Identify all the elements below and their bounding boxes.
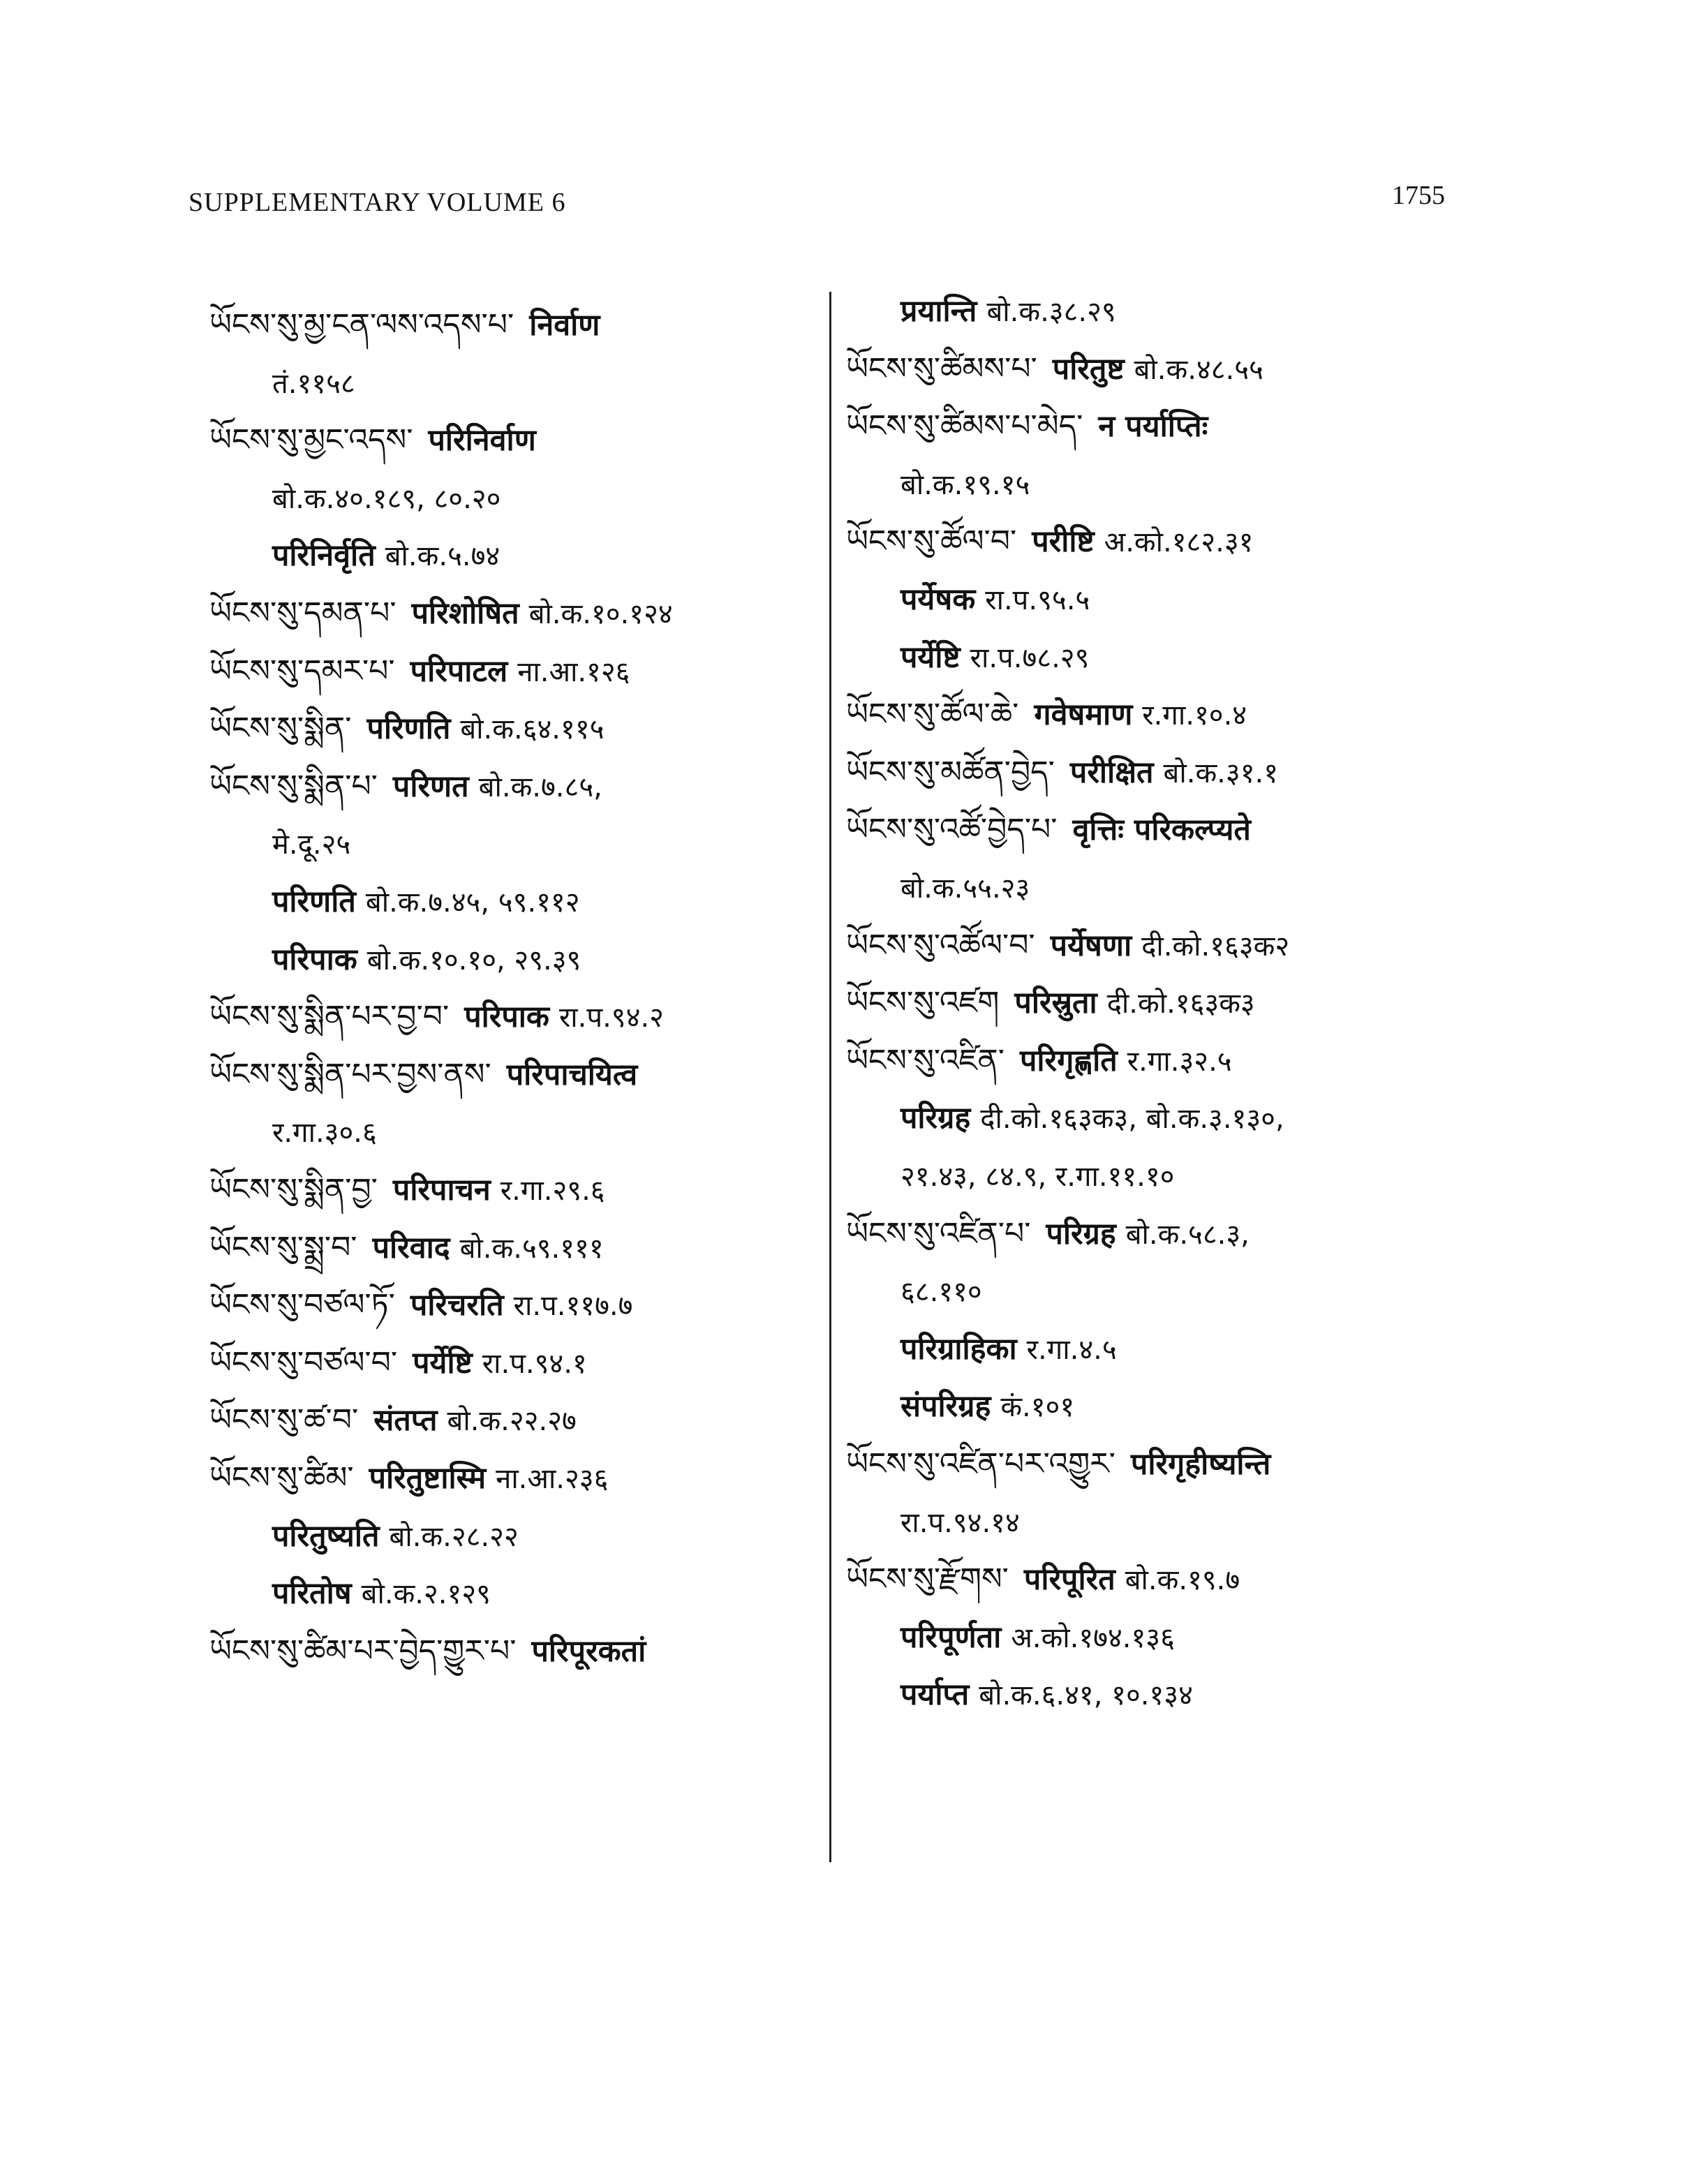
sanskrit-equivalent: परिणत bbox=[392, 769, 469, 804]
tibetan-headword: ཡོངས་སུ་འཛག bbox=[846, 985, 1000, 1020]
source-reference: रा.प.९४.२ bbox=[558, 1002, 664, 1034]
sanskrit-equivalent: परितुष्टास्मि bbox=[369, 1461, 487, 1496]
tibetan-headword: ཡོངས་སུ་སྨིན་པ་ bbox=[209, 768, 378, 804]
tibetan-headword: ཡོངས་སུ་འཛིན་པར་འགྱུར་ bbox=[846, 1446, 1115, 1482]
sanskrit-equivalent: परिपाटल bbox=[410, 654, 508, 689]
sanskrit-equivalent: परिनिर्वृति bbox=[272, 538, 376, 573]
source-reference: बो.क.२.१२९ bbox=[361, 1578, 491, 1610]
source-reference: मे.दू.२५ bbox=[272, 829, 351, 861]
sanskrit-equivalent: पर्येषक bbox=[900, 582, 976, 617]
source-reference: २१.४३, ८४.९, र.गा.११.१० bbox=[900, 1161, 1175, 1193]
sanskrit-equivalent: परितुष्यति bbox=[272, 1519, 380, 1554]
entry-line bbox=[209, 713, 604, 744]
sanskrit-equivalent: प्रयान्ति bbox=[900, 294, 977, 329]
source-reference: रा.प.११७.७ bbox=[513, 1290, 633, 1322]
entry-line bbox=[209, 1230, 604, 1265]
tibetan-headword: ཡོངས་སུ་བཙལ་བ་ bbox=[209, 1345, 398, 1381]
sanskrit-equivalent: न पर्याप्तिः bbox=[1098, 409, 1208, 444]
source-reference: बो.क.६.४१, १०.१३४ bbox=[979, 1679, 1193, 1711]
entry-line bbox=[846, 1043, 1232, 1078]
source-reference: कं.१०१ bbox=[1000, 1391, 1075, 1423]
sanskrit-equivalent: परिगृहीष्यन्ति bbox=[1130, 1447, 1271, 1482]
entry-line bbox=[900, 1103, 1284, 1134]
source-reference: बो.क.५८.३, bbox=[1125, 1219, 1250, 1251]
sanskrit-equivalent: पर्याप्त bbox=[900, 1677, 970, 1712]
tibetan-headword: ཡོངས་སུ་སྨིན་ bbox=[209, 711, 352, 746]
tibetan-headword: ཡོངས་སུ་ཚོལ་ཆེ་ bbox=[846, 697, 1019, 732]
sanskrit-equivalent: परिणति bbox=[272, 884, 356, 919]
source-reference: र.गा.२९.६ bbox=[500, 1175, 605, 1207]
sanskrit-equivalent: परीक्षित bbox=[1069, 755, 1154, 790]
sanskrit-equivalent: परिनिर्वाण bbox=[428, 423, 536, 458]
entry-line bbox=[846, 812, 1261, 847]
source-reference: ६८.११० bbox=[900, 1276, 982, 1308]
entry-line bbox=[900, 1334, 1117, 1365]
entry-line bbox=[272, 1117, 377, 1147]
source-reference: र.गा.१०.४ bbox=[1142, 699, 1247, 731]
sanskrit-equivalent: परिपूरकतां bbox=[531, 1634, 646, 1669]
tibetan-headword: ཡོངས་སུ་སྨྲ་བ་ bbox=[209, 1230, 357, 1265]
entry-line bbox=[209, 1057, 647, 1092]
sanskrit-equivalent: परितोष bbox=[272, 1576, 352, 1611]
source-reference: दी.को.१६३क२ bbox=[1141, 930, 1290, 963]
source-reference: ना.आ.२३६ bbox=[496, 1463, 609, 1495]
tibetan-headword: ཡོངས་སུ་ཚིམས་པ་མེད་ bbox=[846, 408, 1083, 444]
source-reference: र.गा.३२.५ bbox=[1127, 1046, 1232, 1078]
tibetan-headword: ཡོངས་སུ་འཚོ་བྱེད་པ་ bbox=[846, 812, 1058, 847]
entry-line bbox=[209, 999, 664, 1034]
tibetan-headword: ཡོངས་སུ་ཚ་བ་ bbox=[209, 1402, 359, 1438]
entry-line bbox=[846, 1216, 1250, 1251]
entry-line bbox=[900, 1161, 1174, 1191]
entry-line bbox=[900, 872, 1030, 903]
tibetan-headword: ཡོངས་སུ་འཚོལ་བ་ bbox=[846, 928, 1035, 963]
sanskrit-equivalent: परिपाचयित्व bbox=[506, 1057, 638, 1092]
sanskrit-equivalent: परिपाक bbox=[464, 1000, 549, 1034]
column-divider bbox=[829, 292, 831, 1862]
source-reference: बो.क.७.८५, bbox=[478, 771, 602, 803]
entry-line bbox=[209, 422, 546, 458]
source-reference: रा.प.९५.५ bbox=[985, 584, 1090, 616]
source-reference: बो.क.४८.५५ bbox=[1134, 354, 1263, 386]
entry-line bbox=[209, 768, 602, 804]
source-reference: बो.क.१०.१२४ bbox=[528, 598, 673, 630]
tibetan-headword: ཡོངས་སུ་མྱང་འདས་ bbox=[209, 422, 413, 458]
sanskrit-equivalent: संपरिग्रह bbox=[900, 1389, 991, 1424]
source-reference: बो.क.५९.१११ bbox=[459, 1233, 604, 1265]
sanskrit-equivalent: गवेषमाण bbox=[1034, 697, 1133, 732]
source-reference: बो.क.४०.१८९, ८०.२० bbox=[272, 483, 501, 515]
tibetan-headword: ཡོངས་སུ་ཚོལ་བ་ bbox=[846, 523, 1017, 559]
source-reference: बो.क.३१.१ bbox=[1163, 757, 1279, 789]
source-reference: ना.आ.१२६ bbox=[517, 656, 630, 688]
sanskrit-equivalent: परितुष्ट bbox=[1052, 352, 1125, 387]
tibetan-headword: ཡོངས་སུ་ཚིམས་པ་ bbox=[846, 351, 1037, 387]
tibetan-headword: ཡོངས་སུ་དམར་པ་ bbox=[209, 653, 395, 689]
entry-line bbox=[900, 642, 1089, 673]
entry-line bbox=[209, 1287, 633, 1323]
tibetan-headword: ཡོངས་སུ་འཛིན་པ་ bbox=[846, 1216, 1031, 1251]
entry-line bbox=[900, 1391, 1074, 1422]
entry-line bbox=[846, 1446, 1280, 1482]
entry-line bbox=[900, 1276, 982, 1307]
entry-line bbox=[900, 584, 1090, 615]
tibetan-headword: ཡོངས་སུ་མཚོན་བྱེད་ bbox=[846, 755, 1055, 790]
entry-line bbox=[846, 985, 1255, 1020]
source-reference: बो.क.३८.२९ bbox=[986, 296, 1116, 328]
sanskrit-equivalent: संतप्त bbox=[373, 1403, 438, 1438]
tibetan-headword: ཡོངས་སུ་སྨིན་བྱ་ bbox=[209, 1172, 378, 1208]
source-reference: बो.क.५.७४ bbox=[385, 540, 501, 572]
entry-line bbox=[846, 1561, 1240, 1597]
entry-line bbox=[209, 1633, 655, 1669]
tibetan-headword: ཡོངས་སུ་འཛིན་ bbox=[846, 1043, 1005, 1078]
sanskrit-equivalent: परिग्राहिका bbox=[900, 1332, 1017, 1367]
source-reference: बो.क.१०.१०, २९.३९ bbox=[366, 944, 581, 976]
source-reference: बो.क.६४.११५ bbox=[460, 713, 605, 745]
source-reference: र.गा.४.५ bbox=[1026, 1334, 1117, 1366]
entry-line bbox=[846, 523, 1254, 559]
tibetan-headword: ཡོངས་སུ་ཚིམ་པར་བྱེད་གྱུར་པ་ bbox=[209, 1633, 517, 1669]
source-reference: दी.को.१६३क३ bbox=[1106, 988, 1255, 1020]
entry-line bbox=[900, 296, 1116, 327]
running-head: SUPPLEMENTARY VOLUME 6 bbox=[188, 188, 566, 217]
source-reference: बो.क.५५.२३ bbox=[900, 872, 1030, 905]
entry-line bbox=[209, 1172, 605, 1208]
page-number: 1755 bbox=[1392, 181, 1445, 210]
source-reference: तं.११५८ bbox=[272, 368, 355, 400]
entry-line bbox=[846, 699, 1247, 730]
entry-line bbox=[209, 1345, 587, 1381]
sanskrit-equivalent: परिग्रह bbox=[900, 1101, 971, 1136]
source-reference: र.गा.३०.६ bbox=[272, 1117, 377, 1149]
sanskrit-equivalent: परिपाक bbox=[272, 942, 357, 977]
source-reference: दी.को.१६३क३, बो.क.३.१३०, bbox=[980, 1103, 1284, 1135]
source-reference: रा.प.९४.१४ bbox=[900, 1507, 1020, 1539]
source-reference: बो.क.१९.१५ bbox=[900, 469, 1030, 501]
sanskrit-equivalent: परिणति bbox=[366, 711, 451, 746]
sanskrit-equivalent: परिपाचन bbox=[392, 1173, 491, 1208]
tibetan-headword: ཡོངས་སུ་སྨིན་པར་བྱས་ནས་ bbox=[209, 1057, 491, 1092]
source-reference: अ.को.१८२.३१ bbox=[1104, 526, 1254, 558]
entry-line bbox=[209, 595, 673, 631]
sanskrit-equivalent: पर्येषणा bbox=[1050, 928, 1132, 963]
sanskrit-equivalent: पर्येष्टि bbox=[900, 640, 961, 675]
entry-line bbox=[272, 368, 355, 399]
sanskrit-equivalent: परिपूर्णता bbox=[900, 1620, 1002, 1655]
tibetan-headword: ཡོངས་སུ་རྫོགས་ bbox=[846, 1561, 1009, 1597]
entry-line bbox=[272, 829, 350, 859]
sanskrit-equivalent: परिस्रुता bbox=[1014, 986, 1097, 1020]
sanskrit-equivalent: परिचरति bbox=[410, 1288, 504, 1323]
source-reference: बो.क.२२.२७ bbox=[447, 1405, 577, 1437]
source-reference: बो.क.७.४५, ५९.११२ bbox=[365, 886, 580, 919]
source-reference: बो.क.२८.२२ bbox=[389, 1521, 519, 1553]
entry-line bbox=[209, 307, 609, 343]
sanskrit-equivalent: निर्वाण bbox=[529, 308, 600, 343]
entry-line bbox=[272, 886, 580, 917]
entry-line bbox=[846, 757, 1278, 788]
entry-line bbox=[846, 408, 1217, 444]
entry-line bbox=[900, 1622, 1175, 1653]
entry-line bbox=[900, 1507, 1020, 1538]
sanskrit-equivalent: परिवाद bbox=[372, 1231, 450, 1265]
tibetan-headword: ཡོངས་སུ་བཙལ་ཏོ་ bbox=[209, 1287, 395, 1323]
entry-line bbox=[272, 1521, 519, 1552]
source-reference: रा.प.९४.१ bbox=[482, 1348, 587, 1380]
tibetan-headword: ཡོངས་སུ་མྱ་ངན་ལས་འདས་པ་ bbox=[209, 307, 514, 343]
entry-line bbox=[900, 469, 1030, 500]
entry-line bbox=[846, 930, 1289, 961]
source-reference: बो.क.१९.७ bbox=[1125, 1564, 1240, 1596]
source-reference: रा.प.७८.२९ bbox=[970, 642, 1090, 674]
entry-line bbox=[209, 1402, 577, 1438]
sanskrit-equivalent: परिशोषित bbox=[411, 596, 519, 631]
tibetan-headword: ཡོངས་སུ་དམན་པ་ bbox=[209, 595, 396, 631]
entry-line bbox=[272, 483, 501, 514]
entry-line bbox=[209, 1460, 609, 1496]
entry-line bbox=[272, 540, 500, 571]
sanskrit-equivalent: परिगृह्णति bbox=[1020, 1043, 1118, 1078]
sanskrit-equivalent: परिपूरित bbox=[1023, 1562, 1115, 1597]
entry-line bbox=[272, 1578, 491, 1609]
entry-line bbox=[900, 1679, 1193, 1710]
entry-line bbox=[272, 944, 581, 975]
sanskrit-equivalent: परीष्टि bbox=[1032, 524, 1095, 559]
sanskrit-equivalent: पर्येष्टि bbox=[413, 1346, 473, 1381]
sanskrit-equivalent: वृत्तिः परिकल्प्यते bbox=[1072, 812, 1251, 847]
sanskrit-equivalent: परिग्रह bbox=[1046, 1217, 1116, 1251]
source-reference: अ.को.१७४.१३६ bbox=[1011, 1622, 1175, 1654]
entry-line bbox=[209, 653, 630, 689]
entry-line bbox=[846, 351, 1263, 387]
tibetan-headword: ཡོངས་སུ་ཚིམ་ bbox=[209, 1460, 354, 1496]
tibetan-headword: ཡོངས་སུ་སྨིན་པར་བྱ་བ་ bbox=[209, 999, 450, 1034]
